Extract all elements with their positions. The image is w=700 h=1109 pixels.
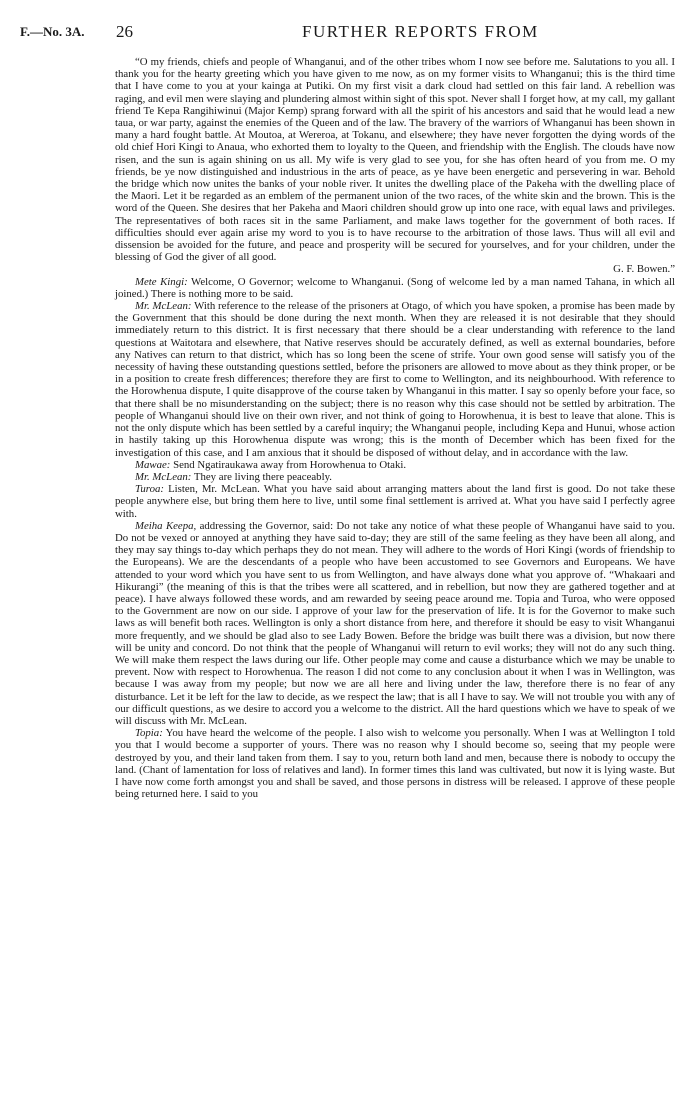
paragraph-text: Listen, Mr. McLean. What you have said about arranging matters about the land first is good. Do not take these people anywhere else, but bring them here to live, until some final settlement is arrived at. What you have said I perfectly agree with.	[115, 483, 675, 520]
page-header	[20, 22, 680, 46]
page-number: 26	[116, 22, 133, 41]
paragraph	[115, 276, 675, 300]
speaker-name: Topia:	[135, 727, 163, 740]
paragraph	[115, 471, 675, 483]
paragraph	[115, 520, 675, 727]
paragraph-text: Send Ngatiraukawa away from Horowhenua to Otaki.	[173, 458, 407, 471]
speaker-name: Mete Kingi:	[135, 275, 188, 288]
paragraph-text: You have heard the welcome of the people. I also wish to welcome you personally. When I was at Wellington I told you that I would become a supporter of yours. There was no reason why I should become so, seeing that my people were destroyed by you, and their land taken from them. I say to you, return both land and men, because there is nobody to occupy the land. (Chant of lamentation for loss of relatives and land). In former times this land was cultivated, but now it is lying waste. But I have now come forth amongst you and shall be saved, and those persons in distress will be released. I approve of these people being returned here. I said to you	[115, 727, 675, 801]
running-title: FURTHER REPORTS FROM	[302, 22, 539, 41]
paragraph	[115, 483, 675, 520]
speaker-name: Mr. McLean:	[135, 300, 192, 313]
speaker-name: Meiha Keepa,	[135, 519, 197, 532]
paragraph-text: They are living there peaceably.	[193, 470, 332, 483]
paragraph	[115, 56, 675, 263]
signature-line	[115, 263, 675, 275]
speaker-name: Mawae:	[135, 458, 171, 471]
speaker-name: Mr. McLean:	[135, 470, 192, 483]
signature-text: G. F. Bowen.”	[613, 263, 675, 276]
speaker-name: Turoa:	[135, 483, 165, 496]
paragraph	[115, 459, 675, 471]
paragraph-text: “O my friends, chiefs and people of Whanganui, and of the other tribes whom I now see before me. Salutations to you all. I thank you for the hearty greeting which you have given to me now, as on my former visits to Whanganui; this is the third time that I have come to you at your kainga at Putiki. On my first visit a dark cloud had settled on this fair land. A rebellion was raging, and evil men were slaying and plundering almost within sight of this spot. Never shall I forget how, at my call, my gallant friend Te Kepa Rangihiwinui (Major Kemp) sprang forward with all the spirit of his ancestors and said that he would lead a new taua, or war party, against the enemies of the Queen and of the law. The bravery of the warriors of Whanganui has been shown in many a hard fought battle. At Moutoa, at Wereroa, at Tokanu, and elsewhere; they have never forgotten the dying words of the old chief Hori Kingi to Anaua, who exhorted them to loyalty to the Queen, and friendship with the English. The clouds have now risen, and the sun is again shining on us all. My wife is very glad to see you, for she has often heard of you from me. O my friends, be ye now distinguished and industrious in the arts of peace, as ye have been energetic and persevering in war. Behold the bridge which now unites the banks of your noble river. It unites the dwelling place of the Pakeha with the dwelling place of the Maori. Let it be regarded as an emblem of the permanent union of the two races, of the white skin and the brown. This is the word of the Queen. She desires that her Pakeha and Maori children should grow up into one race, with equal laws and privileges. The representatives of both races sit in the same Parliament, and make laws together for the government of both races. If difficulties should ever again arise my word to you is to have recourse to the arbitration of those laws. Thus will all evil and dissension be avoided for the future, and peace and prosperity will be secured for yourselves, and for your children, under the blessing of God the giver of all good.	[115, 56, 675, 264]
paragraph-text: addressing the Governor, said: Do not take any notice of what these people of Whanganui have said to you. Do not be vexed or annoyed at anything they have said to-day; they are still of the same feeling as they have been all along, and they may say things to-day which perhaps they do not mean. They will adhere to the words of Hori Kingi (words of friendship to the Europeans). We are the descendants of a people who have been accustomed to see Governors and Europeans. We have attended to your word which you have sent to us from Wellington, and have always done what you approve of. “Whakaari and Hikurangi” (the meaning of this is that the tribes were all scattered, and in rebellion, but now they are gathered together and at peace). I have always followed these words, and am rewarded by seeing peace around me. Topia and Turoa, who were opposed to the Government are now on our side. I approve of your law for the preservation of life. It is for the Governor to make such laws as will benefit both races. Wellington is only a short distance from here, and therefore it should be easy to visit Whanganui more frequently, and we should be glad also to see Lady Bowen. Before the bridge was built there was a division, but now there will be unity and concord. Do not think that the people of Whanganui will return to evil works; they will not do any such thing. We will make them respect the laws during our life. Other people may come and cause a disturbance which we may be unable to prevent. Now with respect to Horowhenua. The reason I did not come to any conclusion about it when I was in Wellington, was because I was away from my people; but now we are all here and living under the law, therefore there is no fear of any disturbance. Let it be left for the law to decide, as we respect the law; that is all I have to say. We will not trouble you with any of our difficult questions, as we desire to accord you a welcome to the district. All the hard questions which we have to speak of we will discuss with Mr. McLean.	[115, 519, 675, 727]
paragraph	[115, 727, 675, 800]
paragraph	[115, 300, 675, 459]
document-reference: F.—No. 3A.	[20, 24, 85, 39]
paragraph-text: With reference to the release of the prisoners at Otago, of which you have spoken, a promise has been made by the Government that this should be done during the next month. When they are released it is not desirable that they should immediately return to this district. It is first necessary that there should be a clear understanding with reference to the land questions at Waitotara and elsewhere, that Native reserves should be accurately defined, as well as external boundaries, before any Natives can return to that district, which has so long been the scene of strife. Your own good sense will satisfy you of the necessity of having these outstanding questions settled, before the prisoners are allowed to move about as they think proper, or be in a position to create fresh differences; therefore they are first to come to Wellington, and its neighbourhood. With reference to the Horowhenua dispute, I quite disapprove of the course taken by Whanganui in this matter. I say so openly before your face, so that there shall be no misunderstanding on the subject; there is no reason why this case should not be settled by arbitration. The people of Whanganui should live on their own river, and not think of going to Horowhenua, it is best to leave that alone. This is not the only dispute which has been settled by a careful inquiry; the Whanganui people, including Kepa and Hunui, whose action in hastily taking up this Horowhenua dispute was wrong; this is the month of December which has been fixed for the investigation of this case, and I am anxious that it should be disposed of without delay, and in accordance with the law.	[115, 300, 675, 459]
paragraph-text: Welcome, O Governor; welcome to Whanganui. (Song of welcome led by a man named Tahana, in which all joined.) There is nothing more to be said.	[115, 275, 675, 300]
document-body	[115, 56, 675, 800]
